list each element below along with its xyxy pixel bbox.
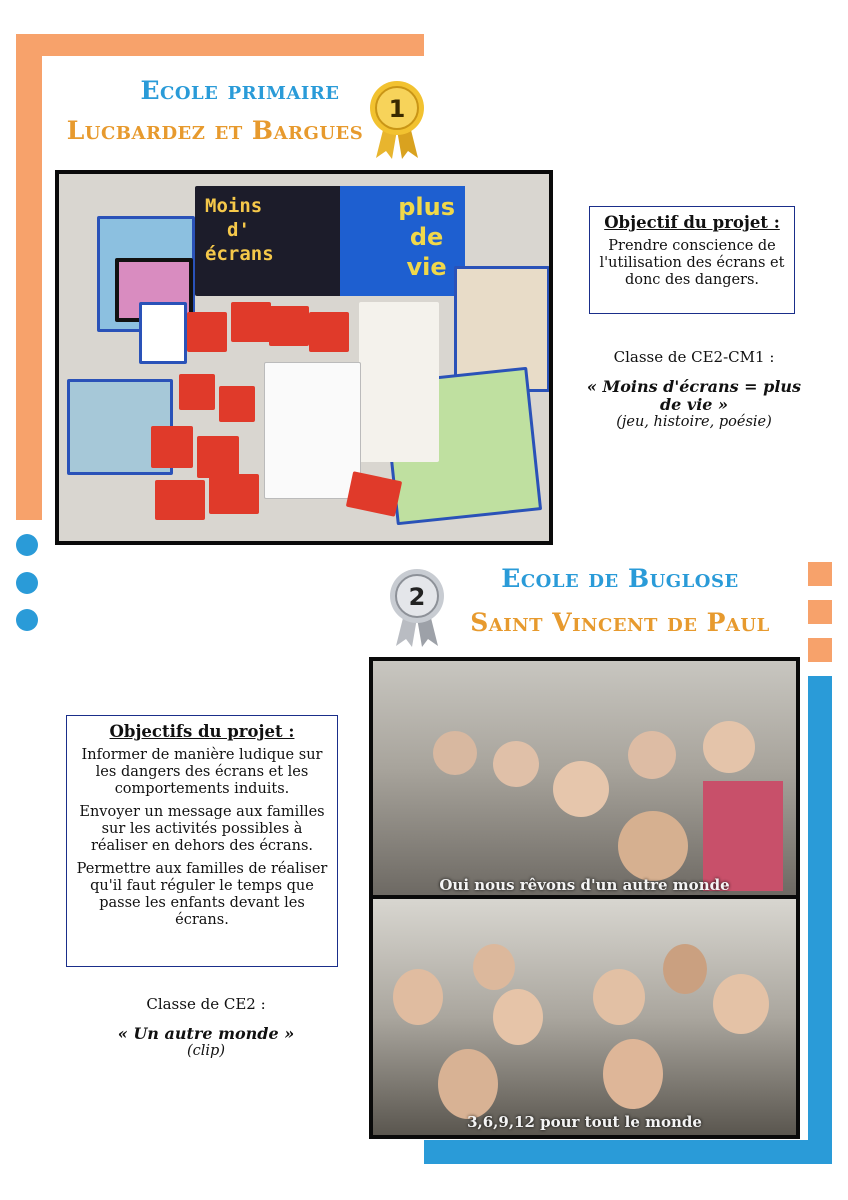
red-card xyxy=(309,312,349,352)
rules-sheet xyxy=(264,362,361,499)
red-card xyxy=(197,436,239,478)
school2-video-still-2 xyxy=(369,895,800,1139)
objective-paragraph: Informer de manière ludique sur les dangers des écrans et les comportements induits. xyxy=(81,747,323,797)
objective-heading: Objectif du projet : xyxy=(604,213,780,232)
silver-medal-icon xyxy=(386,566,448,648)
red-card xyxy=(151,426,193,468)
red-card xyxy=(187,312,227,352)
blue-frame-bottom xyxy=(424,1140,832,1164)
school1-title-line1: Ecole primaire xyxy=(140,76,340,105)
project-name: « Un autre monde » xyxy=(117,1024,295,1043)
box-word: plus xyxy=(398,193,455,221)
gold-medal-icon xyxy=(366,78,428,160)
red-card xyxy=(179,374,215,410)
project-note: (jeu, histoire, poésie) xyxy=(616,414,772,430)
orange-square xyxy=(808,600,832,624)
box-word: d' xyxy=(227,219,250,241)
objective-heading: Objectifs du projet : xyxy=(109,722,295,741)
red-card xyxy=(219,386,255,422)
school2-title-line1: Ecole de Buglose xyxy=(501,564,739,593)
video-caption: 3,6,9,12 pour tout le monde xyxy=(467,1113,702,1131)
red-card xyxy=(269,306,309,346)
objective-text: Prendre conscience de l'utilisation des écrans et donc des dangers. xyxy=(599,238,785,288)
orange-square xyxy=(808,638,832,662)
box-word: vie xyxy=(406,253,447,281)
school2-class-info xyxy=(90,995,322,1060)
school1-project-photo xyxy=(55,170,553,545)
objective-paragraph: Envoyer un message aux familles sur les activités possibles à réaliser en dehors des écrans. xyxy=(79,804,325,854)
orange-frame-left xyxy=(16,34,42,520)
blue-dot xyxy=(16,534,38,556)
poem-sheet xyxy=(359,302,439,462)
board-game-box xyxy=(195,186,465,296)
orange-frame-top xyxy=(16,34,424,56)
school2-video-still-1 xyxy=(369,657,800,902)
school2-title-line2: Saint Vincent de Paul xyxy=(470,608,770,637)
box-word: de xyxy=(409,223,444,251)
class-label: Classe de CE2 : xyxy=(146,995,266,1013)
box-word: Moins xyxy=(205,195,263,217)
video-caption: Oui nous rêvons d'un autre monde xyxy=(439,876,730,894)
orange-square xyxy=(808,562,832,586)
project-name: « Moins d'écrans = plus de vie » xyxy=(586,377,802,414)
red-card xyxy=(155,480,205,520)
school1-title-line2: Lucbardez et Bargues xyxy=(66,116,364,145)
question-card xyxy=(139,302,187,364)
medal-number: 1 xyxy=(388,95,406,123)
medal-number: 2 xyxy=(408,583,426,611)
box-word: écrans xyxy=(205,243,274,265)
red-card xyxy=(231,302,271,342)
school2-objective-box xyxy=(66,715,338,967)
objective-paragraph: Permettre aux familles de réaliser qu'il faut réguler le temps que passe les enfants devant les écrans. xyxy=(76,861,328,928)
school1-class-info xyxy=(578,348,810,431)
class-label: Classe de CE2-CM1 : xyxy=(613,348,775,366)
blue-dot xyxy=(16,609,38,631)
school1-objective-box xyxy=(589,206,795,314)
blue-frame-right xyxy=(808,676,832,1164)
blue-dot xyxy=(16,572,38,594)
red-card xyxy=(209,474,259,514)
project-note: (clip) xyxy=(187,1043,225,1059)
